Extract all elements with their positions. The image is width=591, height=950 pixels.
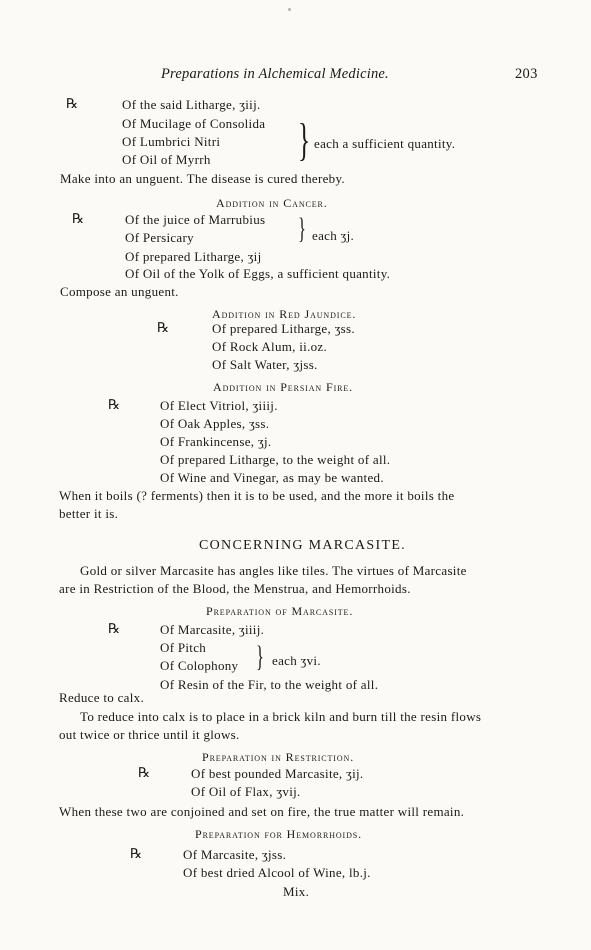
grouping-brace: }: [298, 212, 306, 245]
instruction-line: Mix.: [283, 884, 310, 899]
body-text-line: out twice or thrice until it glows.: [59, 727, 240, 742]
section-heading: Preparation for Hemorrhoids.: [195, 827, 363, 841]
grouping-brace: }: [298, 114, 311, 165]
recipe-symbol: ℞: [66, 96, 79, 111]
recipe-symbol: ℞: [72, 211, 85, 226]
instruction-line: Reduce to calx.: [59, 690, 144, 705]
body-text-line: When it boils (? ferments) then it is to be used, and the more it boils the: [59, 488, 455, 503]
recipe-symbol: ℞: [108, 397, 121, 412]
ingredient-line: Of best dried Alcool of Wine, lb.j.: [183, 865, 371, 880]
quantity-note: each a sufficient quantity.: [314, 136, 456, 151]
ingredient-line: Of Wine and Vinegar, as may be wanted.: [160, 470, 384, 485]
grouping-brace: }: [256, 640, 264, 673]
section-heading: Addition in Persian Fire.: [213, 380, 354, 394]
body-text-line: To reduce into calx is to place in a brick kiln and burn till the resin flows: [80, 709, 482, 724]
body-text-line: better it is.: [59, 506, 119, 521]
chapter-heading: CONCERNING MARCASITE.: [199, 538, 406, 553]
instruction-line: Make into an unguent. The disease is cured thereby.: [60, 171, 345, 186]
ingredient-line: Of Colophony: [160, 658, 239, 673]
recipe-symbol: ℞: [108, 621, 121, 636]
section-heading: Addition in Red Jaundice.: [212, 307, 357, 321]
running-head: Preparations in Alchemical Medicine.: [161, 66, 389, 82]
ingredient-line: Of prepared Litharge, ʒij: [125, 249, 262, 264]
ingredient-line: Of prepared Litharge, ʒss.: [212, 321, 355, 336]
ingredient-line: Of Oak Apples, ʒss.: [160, 416, 270, 431]
ingredient-line: Of Lumbrici Nitri: [122, 134, 221, 149]
recipe-symbol: ℞: [130, 846, 143, 861]
instruction-line: Compose an unguent.: [60, 284, 179, 299]
body-text-line: When these two are conjoined and set on fire, the true matter will remain.: [59, 804, 465, 819]
ingredient-line: Of Frankincense, ʒj.: [160, 434, 272, 449]
page-speck: [288, 8, 291, 11]
ingredient-line: Of the said Litharge, ʒiij.: [122, 97, 261, 112]
ingredient-line: Of Mucilage of Consolida: [122, 116, 266, 131]
section-heading: Addition in Cancer.: [216, 196, 328, 210]
recipe-symbol: ℞: [157, 320, 170, 335]
ingredient-line: Of Oil of the Yolk of Eggs, a sufficient quantity.: [125, 266, 391, 281]
ingredient-line: Of Salt Water, ʒjss.: [212, 357, 318, 372]
quantity-note: each ʒvi.: [272, 653, 321, 668]
ingredient-line: Of Elect Vitriol, ʒiiij.: [160, 398, 278, 413]
quantity-note: each ʒj.: [312, 228, 355, 243]
ingredient-line: Of best pounded Marcasite, ʒij.: [191, 766, 364, 781]
section-heading: Preparation of Marcasite.: [206, 604, 354, 618]
page-number: 203: [515, 66, 538, 82]
ingredient-line: Of Pitch: [160, 640, 207, 655]
ingredient-line: Of Oil of Flax, ʒvij.: [191, 784, 301, 799]
body-text-line: Gold or silver Marcasite has angles like tiles. The virtues of Marcasite: [80, 563, 467, 578]
ingredient-line: Of prepared Litharge, to the weight of all.: [160, 452, 391, 467]
ingredient-line: Of Marcasite, ʒjss.: [183, 847, 287, 862]
ingredient-line: Of Rock Alum, ii.oz.: [212, 339, 328, 354]
ingredient-line: Of Oil of Myrrh: [122, 152, 211, 167]
ingredient-line: Of Marcasite, ʒiiij.: [160, 622, 265, 637]
recipe-symbol: ℞: [138, 765, 151, 780]
ingredient-line: Of Resin of the Fir, to the weight of all.: [160, 677, 379, 692]
body-text-line: are in Restriction of the Blood, the Menstrua, and Hemorrhoids.: [59, 581, 411, 596]
ingredient-line: Of Persicary: [125, 230, 194, 245]
ingredient-line: Of the juice of Marrubius: [125, 212, 266, 227]
section-heading: Preparation in Restriction.: [202, 750, 355, 764]
